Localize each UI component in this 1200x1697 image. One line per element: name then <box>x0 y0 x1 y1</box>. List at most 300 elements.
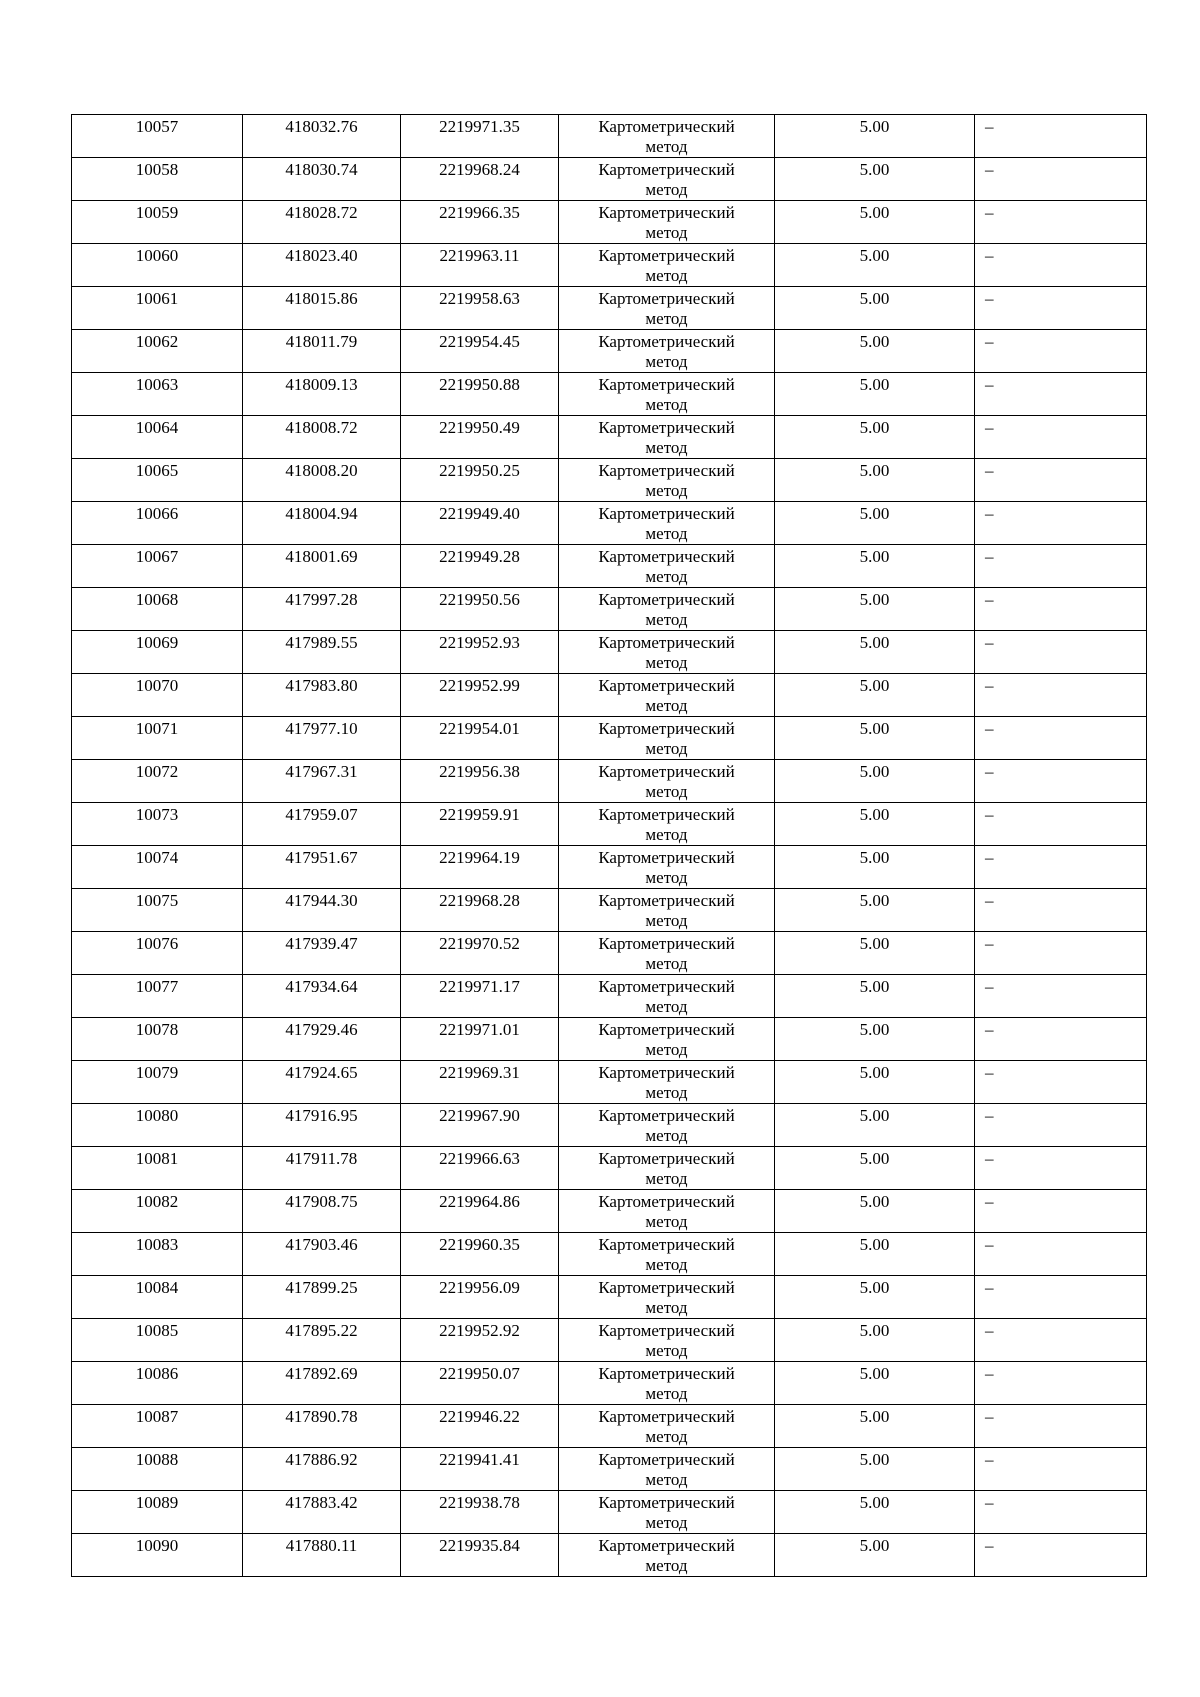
point-number-cell <box>72 373 243 416</box>
table-row <box>72 674 1147 717</box>
table-row <box>72 588 1147 631</box>
y-coordinate-cell <box>401 416 559 459</box>
y-coordinate: 2219956.38 <box>439 762 520 781</box>
note-value: – <box>985 719 994 738</box>
method-line-1: Картометрический <box>598 762 735 781</box>
method-line-1: Картометрический <box>598 1278 735 1297</box>
accuracy-value: 5.00 <box>859 891 890 910</box>
x-coordinate: 417929.46 <box>285 1020 358 1039</box>
y-coordinate-cell <box>401 1405 559 1448</box>
note-value: – <box>985 1450 994 1469</box>
point-number: 10063 <box>135 375 179 394</box>
method-cell <box>559 1061 775 1104</box>
method-text <box>559 588 774 630</box>
method-text <box>559 1018 774 1060</box>
x-coordinate-cell <box>243 1405 401 1448</box>
x-coordinate-cell <box>243 674 401 717</box>
method-line-1: Картометрический <box>598 461 735 480</box>
x-coordinate-cell <box>243 373 401 416</box>
accuracy-value: 5.00 <box>859 117 890 136</box>
accuracy-cell <box>775 1190 975 1233</box>
point-number-cell <box>72 330 243 373</box>
method-cell <box>559 674 775 717</box>
method-text <box>559 932 774 974</box>
y-coordinate: 2219950.07 <box>439 1364 520 1383</box>
method-cell <box>559 502 775 545</box>
y-coordinate-cell <box>401 803 559 846</box>
x-coordinate: 417911.78 <box>285 1149 358 1168</box>
method-cell <box>559 1147 775 1190</box>
y-coordinate-cell <box>401 545 559 588</box>
method-cell <box>559 545 775 588</box>
y-coordinate-cell <box>401 1491 559 1534</box>
note-value: – <box>985 1278 994 1297</box>
method-text <box>559 1061 774 1103</box>
method-cell <box>559 760 775 803</box>
y-coordinate: 2219966.63 <box>439 1149 520 1168</box>
y-coordinate: 2219949.40 <box>439 504 520 523</box>
x-coordinate-cell <box>243 201 401 244</box>
accuracy-value: 5.00 <box>859 1063 890 1082</box>
y-coordinate: 2219938.78 <box>439 1493 520 1512</box>
method-line-2: метод <box>645 223 688 242</box>
point-number-cell <box>72 1319 243 1362</box>
method-line-2: метод <box>645 868 688 887</box>
x-coordinate: 418008.20 <box>285 461 358 480</box>
y-coordinate-cell <box>401 1018 559 1061</box>
method-text <box>559 502 774 544</box>
point-number-cell <box>72 158 243 201</box>
method-line-1: Картометрический <box>598 246 735 265</box>
table-row <box>72 416 1147 459</box>
point-number-cell <box>72 1276 243 1319</box>
table-row <box>72 115 1147 158</box>
accuracy-cell <box>775 330 975 373</box>
note-value: – <box>985 375 994 394</box>
method-line-1: Картометрический <box>598 848 735 867</box>
table-row <box>72 158 1147 201</box>
accuracy-cell <box>775 1405 975 1448</box>
method-text <box>559 115 774 157</box>
x-coordinate: 417908.75 <box>285 1192 358 1211</box>
method-cell <box>559 1104 775 1147</box>
note-value: – <box>985 289 994 308</box>
method-line-1: Картометрический <box>598 934 735 953</box>
method-line-2: метод <box>645 524 688 543</box>
note-cell <box>975 588 1147 631</box>
point-number: 10060 <box>135 246 179 265</box>
x-coordinate-cell <box>243 1018 401 1061</box>
y-coordinate: 2219946.22 <box>439 1407 520 1426</box>
accuracy-value: 5.00 <box>859 504 890 523</box>
point-number: 10067 <box>135 547 179 566</box>
method-line-2: метод <box>645 137 688 156</box>
accuracy-value: 5.00 <box>859 977 890 996</box>
y-coordinate-cell <box>401 975 559 1018</box>
point-number-cell <box>72 1061 243 1104</box>
point-number: 10088 <box>135 1450 179 1469</box>
y-coordinate-cell <box>401 631 559 674</box>
method-line-1: Картометрический <box>598 375 735 394</box>
method-cell <box>559 416 775 459</box>
point-number: 10074 <box>135 848 179 867</box>
point-number-cell <box>72 1018 243 1061</box>
y-coordinate-cell <box>401 674 559 717</box>
x-coordinate-cell <box>243 244 401 287</box>
y-coordinate: 2219968.28 <box>439 891 520 910</box>
note-value: – <box>985 762 994 781</box>
method-cell <box>559 158 775 201</box>
point-number-cell <box>72 545 243 588</box>
method-text <box>559 416 774 458</box>
x-coordinate: 418032.76 <box>285 117 358 136</box>
note-value: – <box>985 246 994 265</box>
method-line-1: Картометрический <box>598 289 735 308</box>
y-coordinate-cell <box>401 760 559 803</box>
accuracy-cell <box>775 1104 975 1147</box>
note-value: – <box>985 1020 994 1039</box>
point-number: 10082 <box>135 1192 179 1211</box>
method-text <box>559 760 774 802</box>
method-line-1: Картометрический <box>598 1020 735 1039</box>
method-text <box>559 803 774 845</box>
point-number: 10068 <box>135 590 179 609</box>
coordinates-table-body <box>72 115 1147 1577</box>
method-line-2: метод <box>645 309 688 328</box>
accuracy-cell <box>775 201 975 244</box>
y-coordinate-cell <box>401 1362 559 1405</box>
accuracy-value: 5.00 <box>859 289 890 308</box>
table-row <box>72 1276 1147 1319</box>
accuracy-cell <box>775 631 975 674</box>
accuracy-value: 5.00 <box>859 1321 890 1340</box>
note-cell <box>975 932 1147 975</box>
accuracy-cell <box>775 545 975 588</box>
accuracy-cell <box>775 158 975 201</box>
accuracy-cell <box>775 846 975 889</box>
method-text <box>559 201 774 243</box>
table-row <box>72 1491 1147 1534</box>
method-line-1: Картометрический <box>598 332 735 351</box>
note-cell <box>975 1190 1147 1233</box>
method-text <box>559 373 774 415</box>
note-cell <box>975 416 1147 459</box>
accuracy-value: 5.00 <box>859 461 890 480</box>
y-coordinate-cell <box>401 717 559 760</box>
y-coordinate-cell <box>401 588 559 631</box>
method-line-2: метод <box>645 1040 688 1059</box>
point-number-cell <box>72 1233 243 1276</box>
y-coordinate: 2219963.11 <box>439 246 520 265</box>
method-line-2: метод <box>645 352 688 371</box>
point-number: 10077 <box>135 977 179 996</box>
x-coordinate: 418011.79 <box>285 332 358 351</box>
accuracy-cell <box>775 674 975 717</box>
accuracy-cell <box>775 717 975 760</box>
point-number: 10058 <box>135 160 179 179</box>
point-number: 10075 <box>135 891 179 910</box>
note-cell <box>975 287 1147 330</box>
method-text <box>559 975 774 1017</box>
accuracy-value: 5.00 <box>859 203 890 222</box>
point-number: 10072 <box>135 762 179 781</box>
method-cell <box>559 1190 775 1233</box>
method-line-2: метод <box>645 481 688 500</box>
note-value: – <box>985 160 994 179</box>
note-cell <box>975 1104 1147 1147</box>
note-value: – <box>985 1063 994 1082</box>
method-line-1: Картометрический <box>598 1149 735 1168</box>
y-coordinate: 2219958.63 <box>439 289 520 308</box>
y-coordinate-cell <box>401 373 559 416</box>
accuracy-cell <box>775 373 975 416</box>
x-coordinate: 417977.10 <box>285 719 358 738</box>
table-row <box>72 545 1147 588</box>
method-text <box>559 1233 774 1275</box>
note-cell <box>975 330 1147 373</box>
x-coordinate-cell <box>243 416 401 459</box>
x-coordinate: 417944.30 <box>285 891 358 910</box>
y-coordinate: 2219967.90 <box>439 1106 520 1125</box>
method-cell <box>559 1233 775 1276</box>
accuracy-value: 5.00 <box>859 590 890 609</box>
note-value: – <box>985 1536 994 1555</box>
note-cell <box>975 631 1147 674</box>
point-number: 10071 <box>135 719 179 738</box>
method-cell <box>559 1018 775 1061</box>
point-number: 10073 <box>135 805 179 824</box>
note-cell <box>975 1147 1147 1190</box>
note-value: – <box>985 1235 994 1254</box>
y-coordinate: 2219966.35 <box>439 203 520 222</box>
point-number-cell <box>72 201 243 244</box>
method-text <box>559 1147 774 1189</box>
method-line-1: Картометрический <box>598 203 735 222</box>
method-text <box>559 674 774 716</box>
point-number: 10084 <box>135 1278 179 1297</box>
note-value: – <box>985 934 994 953</box>
method-line-2: метод <box>645 1556 688 1575</box>
point-number: 10076 <box>135 934 179 953</box>
y-coordinate-cell <box>401 1276 559 1319</box>
x-coordinate-cell <box>243 287 401 330</box>
point-number-cell <box>72 631 243 674</box>
y-coordinate-cell <box>401 287 559 330</box>
x-coordinate-cell <box>243 158 401 201</box>
y-coordinate: 2219952.99 <box>439 676 520 695</box>
method-line-2: метод <box>645 1083 688 1102</box>
y-coordinate: 2219950.88 <box>439 375 520 394</box>
point-number: 10090 <box>135 1536 179 1555</box>
note-cell <box>975 1534 1147 1577</box>
x-coordinate-cell <box>243 588 401 631</box>
note-cell <box>975 373 1147 416</box>
point-number: 10083 <box>135 1235 179 1254</box>
method-cell <box>559 330 775 373</box>
point-number: 10059 <box>135 203 179 222</box>
x-coordinate-cell <box>243 932 401 975</box>
point-number-cell <box>72 416 243 459</box>
table-row <box>72 932 1147 975</box>
note-cell <box>975 975 1147 1018</box>
accuracy-cell <box>775 1018 975 1061</box>
method-line-1: Картометрический <box>598 676 735 695</box>
method-line-2: метод <box>645 1126 688 1145</box>
accuracy-cell <box>775 287 975 330</box>
note-value: – <box>985 805 994 824</box>
accuracy-cell <box>775 803 975 846</box>
y-coordinate-cell <box>401 932 559 975</box>
note-value: – <box>985 977 994 996</box>
method-line-2: метод <box>645 1384 688 1403</box>
point-number-cell <box>72 760 243 803</box>
x-coordinate-cell <box>243 545 401 588</box>
point-number-cell <box>72 459 243 502</box>
x-coordinate-cell <box>243 1448 401 1491</box>
x-coordinate: 417886.92 <box>285 1450 358 1469</box>
y-coordinate-cell <box>401 502 559 545</box>
note-cell <box>975 244 1147 287</box>
note-value: – <box>985 1407 994 1426</box>
y-coordinate-cell <box>401 1104 559 1147</box>
point-number-cell <box>72 803 243 846</box>
note-cell <box>975 717 1147 760</box>
accuracy-value: 5.00 <box>859 1493 890 1512</box>
note-cell <box>975 760 1147 803</box>
x-coordinate-cell <box>243 1491 401 1534</box>
note-cell <box>975 545 1147 588</box>
y-coordinate: 2219964.86 <box>439 1192 520 1211</box>
method-line-2: метод <box>645 1255 688 1274</box>
x-coordinate: 417934.64 <box>285 977 358 996</box>
method-text <box>559 287 774 329</box>
note-cell <box>975 502 1147 545</box>
accuracy-cell <box>775 1233 975 1276</box>
method-cell <box>559 1491 775 1534</box>
accuracy-cell <box>775 1147 975 1190</box>
method-line-1: Картометрический <box>598 1407 735 1426</box>
table-row <box>72 1233 1147 1276</box>
accuracy-value: 5.00 <box>859 1192 890 1211</box>
method-text <box>559 158 774 200</box>
method-line-1: Картометрический <box>598 633 735 652</box>
x-coordinate: 417951.67 <box>285 848 358 867</box>
y-coordinate: 2219971.35 <box>439 117 520 136</box>
x-coordinate: 417959.07 <box>285 805 358 824</box>
x-coordinate: 418004.94 <box>285 504 358 523</box>
method-line-1: Картометрический <box>598 1364 735 1383</box>
accuracy-cell <box>775 932 975 975</box>
y-coordinate-cell <box>401 459 559 502</box>
method-line-2: метод <box>645 266 688 285</box>
x-coordinate: 417880.11 <box>285 1536 358 1555</box>
method-line-2: метод <box>645 997 688 1016</box>
point-number: 10089 <box>135 1493 179 1512</box>
x-coordinate: 417890.78 <box>285 1407 358 1426</box>
x-coordinate-cell <box>243 846 401 889</box>
method-line-2: метод <box>645 438 688 457</box>
accuracy-value: 5.00 <box>859 934 890 953</box>
y-coordinate-cell <box>401 330 559 373</box>
x-coordinate-cell <box>243 1061 401 1104</box>
point-number-cell <box>72 889 243 932</box>
point-number: 10064 <box>135 418 179 437</box>
point-number-cell <box>72 287 243 330</box>
x-coordinate: 417967.31 <box>285 762 358 781</box>
point-number: 10061 <box>135 289 179 308</box>
method-cell <box>559 201 775 244</box>
x-coordinate-cell <box>243 1190 401 1233</box>
method-cell <box>559 1276 775 1319</box>
table-row <box>72 846 1147 889</box>
x-coordinate: 417895.22 <box>285 1321 358 1340</box>
table-row <box>72 1061 1147 1104</box>
table-row <box>72 1104 1147 1147</box>
method-text <box>559 545 774 587</box>
accuracy-value: 5.00 <box>859 418 890 437</box>
x-coordinate-cell <box>243 803 401 846</box>
x-coordinate-cell <box>243 1534 401 1577</box>
note-cell <box>975 1233 1147 1276</box>
note-cell <box>975 201 1147 244</box>
y-coordinate: 2219960.35 <box>439 1235 520 1254</box>
method-cell <box>559 932 775 975</box>
method-text <box>559 631 774 673</box>
method-cell <box>559 1405 775 1448</box>
x-coordinate-cell <box>243 1276 401 1319</box>
method-cell <box>559 287 775 330</box>
accuracy-value: 5.00 <box>859 1106 890 1125</box>
note-value: – <box>985 676 994 695</box>
x-coordinate-cell <box>243 502 401 545</box>
y-coordinate: 2219950.56 <box>439 590 520 609</box>
method-text <box>559 330 774 372</box>
table-row <box>72 889 1147 932</box>
point-number-cell <box>72 1190 243 1233</box>
method-cell <box>559 1319 775 1362</box>
table-row <box>72 803 1147 846</box>
point-number: 10086 <box>135 1364 179 1383</box>
method-line-1: Картометрический <box>598 1106 735 1125</box>
note-value: – <box>985 117 994 136</box>
accuracy-cell <box>775 1276 975 1319</box>
method-line-2: метод <box>645 1427 688 1446</box>
accuracy-cell <box>775 889 975 932</box>
table-row <box>72 1534 1147 1577</box>
method-cell <box>559 889 775 932</box>
point-number: 10062 <box>135 332 179 351</box>
method-line-2: метод <box>645 1341 688 1360</box>
method-line-1: Картометрический <box>598 1192 735 1211</box>
point-number: 10065 <box>135 461 179 480</box>
method-text <box>559 846 774 888</box>
method-cell <box>559 459 775 502</box>
x-coordinate: 418028.72 <box>285 203 358 222</box>
y-coordinate: 2219959.91 <box>439 805 520 824</box>
method-cell <box>559 244 775 287</box>
method-line-2: метод <box>645 696 688 715</box>
point-number-cell <box>72 1362 243 1405</box>
method-text <box>559 244 774 286</box>
x-coordinate: 417916.95 <box>285 1106 358 1125</box>
accuracy-value: 5.00 <box>859 332 890 351</box>
point-number: 10066 <box>135 504 179 523</box>
y-coordinate-cell <box>401 158 559 201</box>
accuracy-value: 5.00 <box>859 1364 890 1383</box>
method-cell <box>559 588 775 631</box>
accuracy-value: 5.00 <box>859 160 890 179</box>
note-value: – <box>985 504 994 523</box>
